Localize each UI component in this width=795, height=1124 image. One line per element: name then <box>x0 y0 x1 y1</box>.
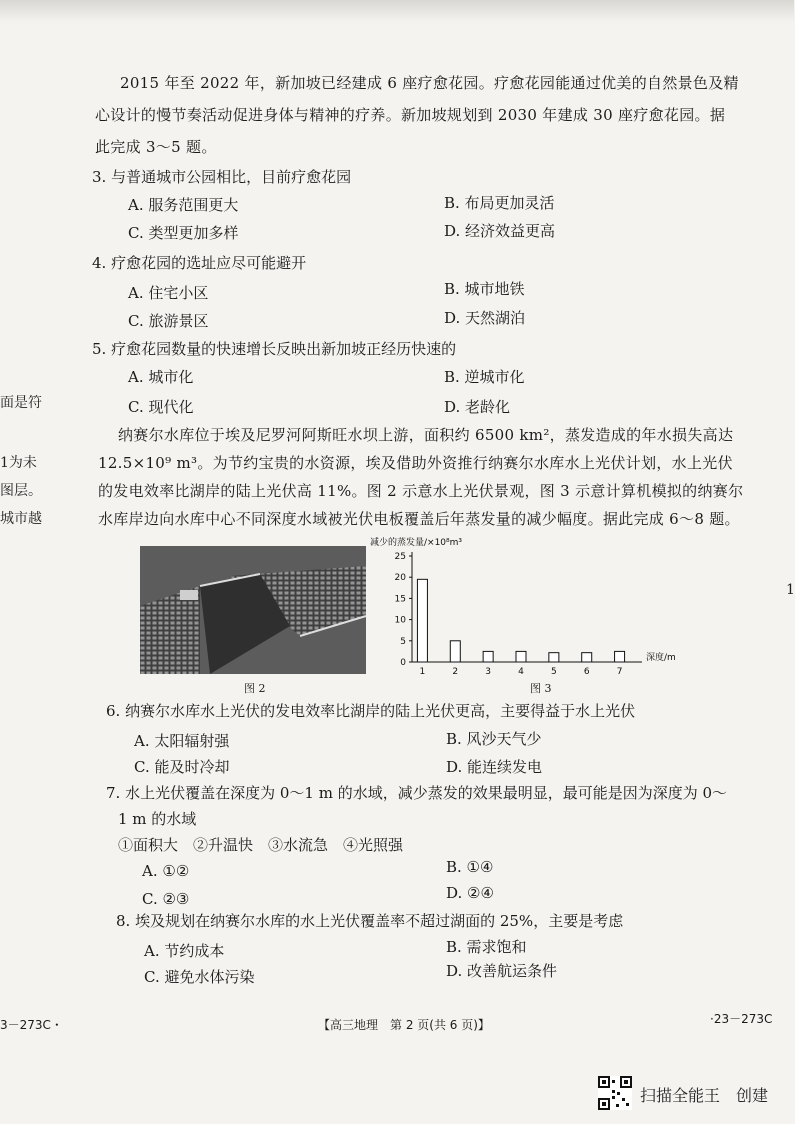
chart-y-tick-label: 10 <box>394 615 406 626</box>
q4-option-b[interactable]: B. 城市地铁 <box>444 280 525 298</box>
q3-option-a[interactable]: A. 服务范围更大 <box>128 196 239 214</box>
intro2-line2: 12.5×10⁹ m³。为节约宝贵的水资源，埃及借助外资推行纳赛尔水库水上光伏计划，水上光伏 <box>98 454 733 472</box>
chart-x-tick-label: 6 <box>583 667 590 677</box>
figure2-caption: 图 2 <box>244 682 266 695</box>
right-margin-code: ·23－273C <box>710 1012 773 1026</box>
q3-option-b[interactable]: B. 布局更加灵活 <box>444 194 555 212</box>
q3-option-c[interactable]: C. 类型更加多样 <box>128 224 239 242</box>
intro2-line4: 水库岸边向水库中心不同深度水域被光伏电板覆盖后年蒸发量的减少幅度。据此完成 6～8 题。 <box>98 510 740 528</box>
q7-option-a[interactable]: A. ①② <box>142 862 190 880</box>
q7-items: ①面积大 ②升温快 ③水流急 ④光照强 <box>118 836 404 854</box>
intro1-line2: 心设计的慢节奏活动促进身体与精神的疗养。新加坡规划到 2030 年建成 30 座疗愈花园。据 <box>95 106 726 124</box>
evaporation-bar-chart <box>368 536 676 681</box>
q7-stem: 7. 水上光伏覆盖在深度为 0～1 m 的水域，减少蒸发的效果最明显，最可能是因为深度为 0～ <box>106 784 728 802</box>
left-margin-text-2: 1为未 <box>0 455 37 471</box>
q5-option-a[interactable]: A. 城市化 <box>128 368 194 386</box>
chart-x-tick-label: 4 <box>518 667 524 677</box>
q8-option-b[interactable]: B. 需求饱和 <box>446 938 527 956</box>
q8-stem: 8. 埃及规划在纳赛尔水库的水上光伏覆盖率不超过湖面的 25%，主要是考虑 <box>116 912 624 930</box>
intro1-line3: 此完成 3～5 题。 <box>95 138 217 156</box>
q8-option-d[interactable]: D. 改善航运条件 <box>446 962 558 980</box>
page-footer: 【高三地理 第 2 页(共 6 页)】 <box>318 1018 490 1032</box>
chart-x-tick-label: 2 <box>452 667 459 677</box>
q4-stem: 4. 疗愈花园的选址应尽可能避开 <box>92 254 307 272</box>
q4-option-a[interactable]: A. 住宅小区 <box>128 284 209 302</box>
q7-option-c[interactable]: C. ②③ <box>142 890 190 908</box>
q4-option-d[interactable]: D. 天然湖泊 <box>444 309 526 327</box>
chart-y-tick-label: 5 <box>400 636 406 647</box>
chart-x-tick-label: 1 <box>419 667 426 677</box>
figure3-caption: 图 3 <box>530 682 552 695</box>
chart-bar <box>582 653 592 662</box>
chart-x-tick-label: 3 <box>485 667 492 677</box>
chart-y-tick-label: 20 <box>394 573 406 584</box>
floating-pv-photo <box>140 546 366 674</box>
q7-stem-cont: 1 m 的水域 <box>118 810 197 828</box>
left-margin-code: 3－273C・ <box>0 1018 63 1032</box>
chart-y-tick-label: 15 <box>394 594 406 605</box>
chart-bar <box>615 651 625 662</box>
qr-code-icon <box>598 1076 632 1110</box>
scanner-brand-text: 扫描全能王 创建 <box>640 1086 769 1105</box>
q8-option-a[interactable]: A. 节约成本 <box>144 942 225 960</box>
chart-bar <box>450 641 460 662</box>
chart-y-tick-label: 0 <box>400 658 406 668</box>
scan-top-edge <box>0 0 794 22</box>
right-margin-text: 1 <box>786 582 795 598</box>
intro2-line1: 纳赛尔水库位于埃及尼罗河阿斯旺水坝上游，面积约 6500 km²，蒸发造成的年水损失高达 <box>118 426 734 444</box>
chart-bar <box>516 651 526 662</box>
q6-stem: 6. 纳赛尔水库水上光伏的发电效率比湖岸的陆上光伏更高，主要得益于水上光伏 <box>106 702 636 720</box>
q5-option-c[interactable]: C. 现代化 <box>128 398 194 416</box>
q6-option-c[interactable]: C. 能及时冷却 <box>134 758 230 776</box>
left-margin-text-4: 城市越 <box>0 511 42 527</box>
q5-stem: 5. 疗愈花园数量的快速增长反映出新加坡正经历快速的 <box>92 340 457 358</box>
chart-bar <box>549 653 559 662</box>
q7-option-b[interactable]: B. ①④ <box>446 858 494 876</box>
chart-bar <box>417 579 427 662</box>
chart-bar <box>483 651 493 662</box>
q4-option-c[interactable]: C. 旅游景区 <box>128 312 209 330</box>
chart-ylabel: 减少的蒸发量/×10⁸m³ <box>370 538 463 548</box>
q6-option-d[interactable]: D. 能连续发电 <box>446 758 543 776</box>
q6-option-b[interactable]: B. 风沙天气少 <box>446 730 542 748</box>
q6-option-a[interactable]: A. 太阳辐射强 <box>134 732 230 750</box>
q3-stem: 3. 与普通城市公园相比，目前疗愈花园 <box>92 168 352 186</box>
q8-option-c[interactable]: C. 避免水体污染 <box>144 968 255 986</box>
chart-y-tick-label: 25 <box>394 552 406 562</box>
chart-x-tick-label: 7 <box>616 667 623 677</box>
q5-option-b[interactable]: B. 逆城市化 <box>444 368 525 386</box>
chart-xlabel: 深度/m <box>646 653 676 663</box>
left-margin-text-1: 面是符 <box>0 395 42 411</box>
q3-option-d[interactable]: D. 经济效益更高 <box>444 222 556 240</box>
intro1-line1: 2015 年至 2022 年，新加坡已经建成 6 座疗愈花园。疗愈花园能通过优美的自然景色及精 <box>120 74 739 92</box>
q5-option-d[interactable]: D. 老龄化 <box>444 398 511 416</box>
chart-x-tick-label: 5 <box>550 667 557 677</box>
q7-option-d[interactable]: D. ②④ <box>446 884 494 902</box>
left-margin-text-3: 图层。 <box>0 483 42 499</box>
intro2-line3: 的发电效率比湖岸的陆上光伏高 11%。图 2 示意水上光伏景观，图 3 示意计算机模拟的纳赛尔 <box>98 482 744 500</box>
